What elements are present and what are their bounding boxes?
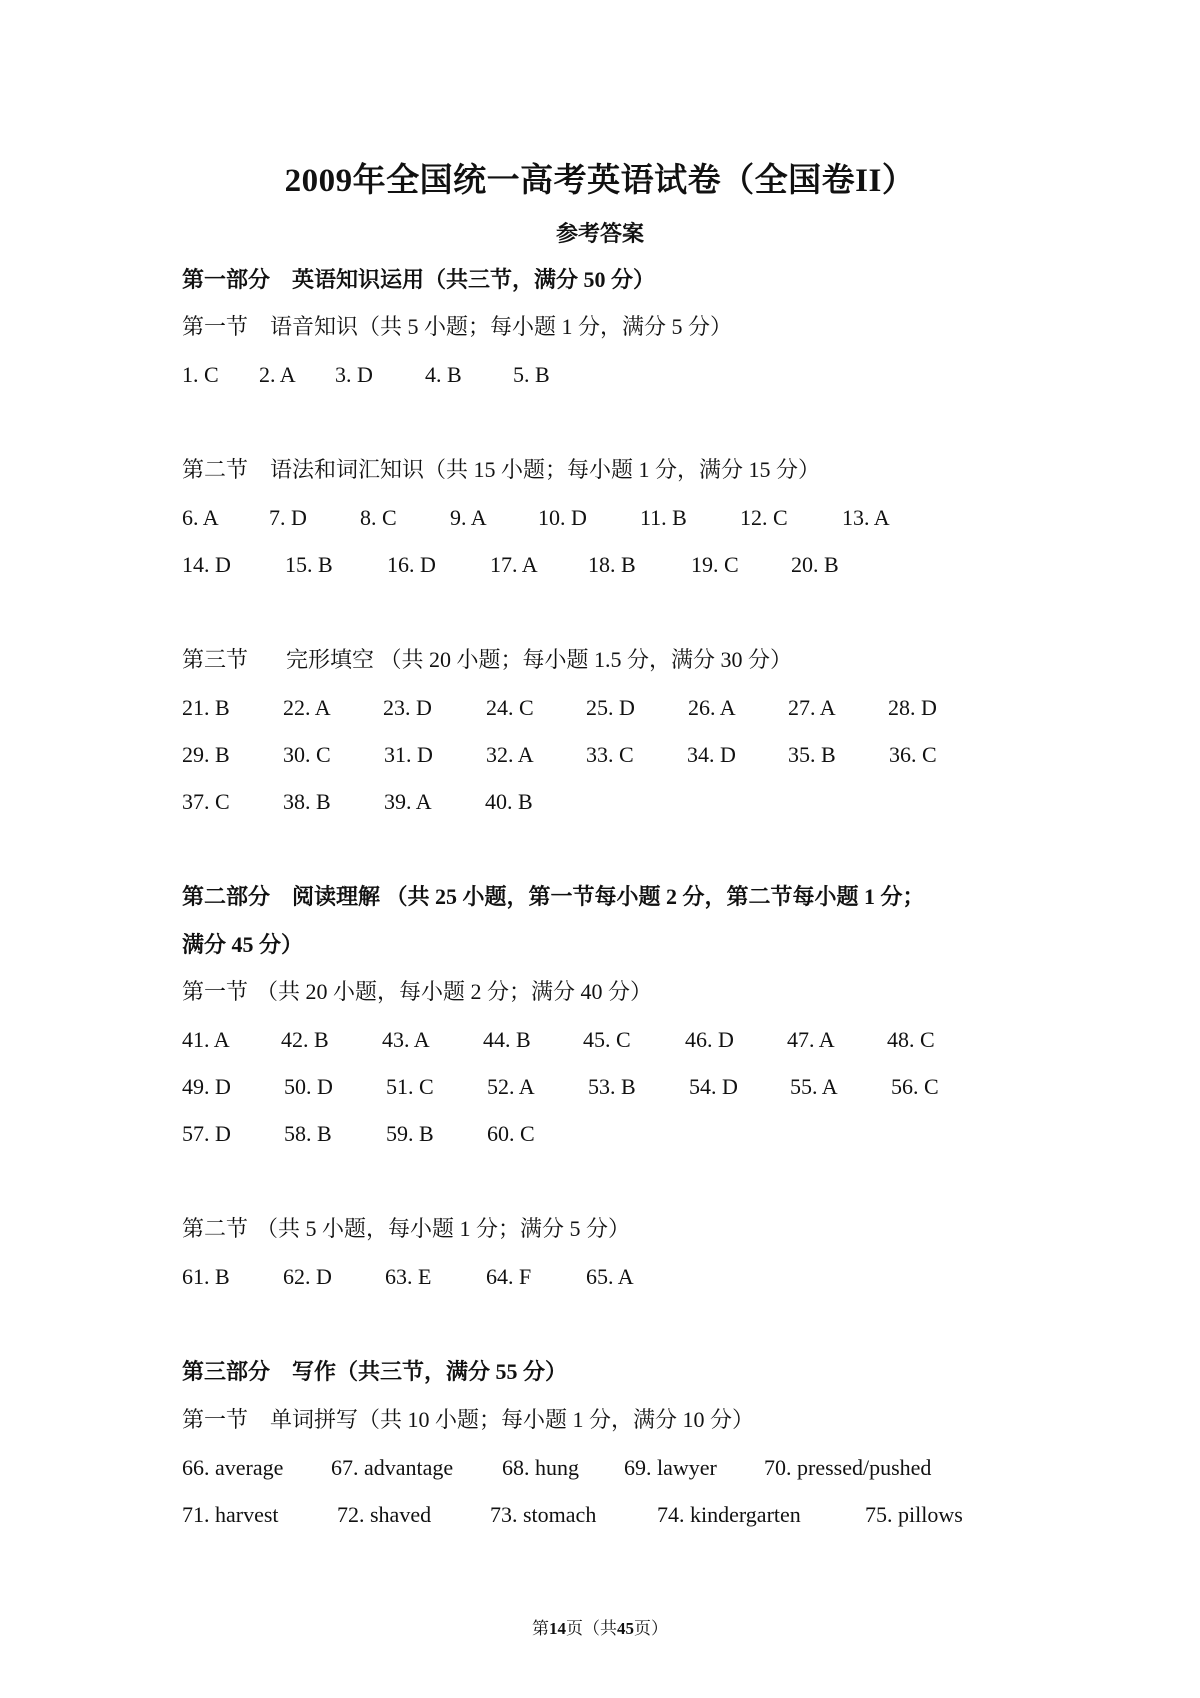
page-subtitle: 参考答案 — [555, 221, 644, 246]
answer-item: 44. B — [483, 1027, 531, 1052]
answer-item: 11. B — [640, 505, 687, 530]
part2-heading-text: 阅读理解 （共 25 小题，第一节每小题 2 分，第二节每小题 1 分； — [292, 884, 925, 909]
answer-item: 4. B — [425, 362, 462, 387]
answer-item: 2. A — [259, 362, 296, 387]
section-label: 第一节 — [182, 314, 249, 339]
answer-item: 22. A — [283, 695, 331, 720]
answer-item: 60. C — [487, 1121, 535, 1146]
footer-suffix: 页） — [634, 1619, 668, 1638]
footer-middle: 页（共 — [566, 1619, 617, 1638]
section-text: （共 20 小题，每小题 2 分；满分 40 分） — [256, 979, 653, 1004]
page-footer — [0, 1614, 1200, 1639]
answer-item: 16. D — [387, 552, 436, 577]
footer-total-pages: 45 — [617, 1619, 634, 1638]
answer-item: 69. lawyer — [624, 1455, 717, 1480]
part2-heading-label: 第二部分 — [182, 884, 271, 909]
answer-item: 63. E — [385, 1264, 432, 1289]
part3-heading-text: 写作（共三节，满分 55 分） — [292, 1359, 568, 1384]
part1-sec2-heading — [182, 455, 820, 485]
answer-item: 31. D — [384, 742, 433, 767]
section-label: 第二节 — [182, 1216, 249, 1241]
answer-item: 15. B — [285, 552, 333, 577]
answer-item: 8. C — [360, 505, 397, 530]
part3-sec1-heading — [182, 1405, 754, 1435]
answer-item: 53. B — [588, 1074, 636, 1099]
answer-item: 38. B — [283, 789, 331, 814]
answer-item: 19. C — [691, 552, 739, 577]
answer-item: 47. A — [787, 1027, 835, 1052]
answer-item: 59. B — [386, 1121, 434, 1146]
answer-item: 33. C — [586, 742, 634, 767]
answer-item: 68. hung — [502, 1455, 579, 1480]
answer-item: 3. D — [335, 362, 373, 387]
answer-item: 28. D — [888, 695, 937, 720]
answer-item: 21. B — [182, 695, 230, 720]
page-title: 2009年全国统一高考英语试卷（全国卷II） — [284, 163, 916, 199]
part2-heading-continued: 满分 45 分） — [182, 932, 304, 957]
part1-heading — [182, 265, 655, 295]
answer-item: 74. kindergarten — [657, 1502, 801, 1527]
answer-item: 51. C — [386, 1074, 434, 1099]
section-text: 单词拼写（共 10 小题；每小题 1 分，满分 10 分） — [270, 1407, 755, 1432]
answer-item: 23. D — [383, 695, 432, 720]
answer-item: 29. B — [182, 742, 230, 767]
answer-item: 61. B — [182, 1264, 230, 1289]
answer-item: 7. D — [269, 505, 307, 530]
answer-item: 40. B — [485, 789, 533, 814]
answer-item: 46. D — [685, 1027, 734, 1052]
answer-item: 1. C — [182, 362, 219, 387]
answer-item: 73. stomach — [490, 1502, 597, 1527]
answer-item: 39. A — [384, 789, 432, 814]
section-label: 第三节 — [182, 647, 249, 672]
answer-item: 10. D — [538, 505, 587, 530]
answer-item: 71. harvest — [182, 1502, 279, 1527]
answer-item: 42. B — [281, 1027, 329, 1052]
section-text: 语音知识（共 5 小题；每小题 1 分，满分 5 分） — [270, 314, 733, 339]
answer-item: 65. A — [586, 1264, 634, 1289]
answer-item: 35. B — [788, 742, 836, 767]
answer-item: 50. D — [284, 1074, 333, 1099]
answer-item: 55. A — [790, 1074, 838, 1099]
part2-heading — [182, 882, 925, 912]
answer-item: 72. shaved — [337, 1502, 432, 1527]
part1-heading-text: 英语知识运用（共三节，满分 50 分） — [292, 267, 656, 292]
answer-item: 5. B — [513, 362, 550, 387]
part1-sec3-heading — [182, 645, 792, 675]
answer-item: 56. C — [891, 1074, 939, 1099]
answer-item: 20. B — [791, 552, 839, 577]
answer-item: 25. D — [586, 695, 635, 720]
answer-item: 75. pillows — [865, 1502, 963, 1527]
answer-item: 66. average — [182, 1455, 284, 1480]
answer-item: 24. C — [486, 695, 534, 720]
section-label: 第二节 — [182, 457, 249, 482]
part3-heading-label: 第三部分 — [182, 1359, 271, 1384]
answer-item: 12. C — [740, 505, 788, 530]
section-text: 完形填空 （共 20 小题；每小题 1.5 分，满分 30 分） — [286, 647, 793, 672]
answer-item: 32. A — [486, 742, 534, 767]
answer-item: 64. F — [486, 1264, 532, 1289]
answer-item: 41. A — [182, 1027, 230, 1052]
answer-item: 49. D — [182, 1074, 231, 1099]
section-label: 第一节 — [182, 1407, 249, 1432]
part2-sec1-heading — [182, 977, 652, 1007]
answer-item: 9. A — [450, 505, 487, 530]
answer-item: 52. A — [487, 1074, 535, 1099]
answer-item: 34. D — [687, 742, 736, 767]
part2-sec2-heading — [182, 1214, 630, 1244]
answer-item: 45. C — [583, 1027, 631, 1052]
answer-item: 13. A — [842, 505, 890, 530]
answer-item: 17. A — [490, 552, 538, 577]
footer-page-number: 14 — [549, 1619, 566, 1638]
footer-prefix: 第 — [532, 1619, 549, 1638]
answer-item: 43. A — [382, 1027, 430, 1052]
part3-heading — [182, 1357, 567, 1387]
answer-item: 57. D — [182, 1121, 231, 1146]
part1-sec1-heading — [182, 312, 732, 342]
answer-item: 14. D — [182, 552, 231, 577]
section-label: 第一节 — [182, 979, 249, 1004]
answer-item: 36. C — [889, 742, 937, 767]
answer-item: 18. B — [588, 552, 636, 577]
answer-item: 26. A — [688, 695, 736, 720]
answer-item: 27. A — [788, 695, 836, 720]
section-text: （共 5 小题，每小题 1 分；满分 5 分） — [256, 1216, 631, 1241]
answer-item: 6. A — [182, 505, 219, 530]
part1-heading-label: 第一部分 — [182, 267, 271, 292]
section-text: 语法和词汇知识（共 15 小题；每小题 1 分，满分 15 分） — [270, 457, 821, 482]
answer-item: 70. pressed/pushed — [764, 1455, 932, 1480]
answer-item: 58. B — [284, 1121, 332, 1146]
answer-item: 62. D — [283, 1264, 332, 1289]
answer-item: 48. C — [887, 1027, 935, 1052]
answer-item: 30. C — [283, 742, 331, 767]
answer-item: 54. D — [689, 1074, 738, 1099]
answer-item: 37. C — [182, 789, 230, 814]
answer-item: 67. advantage — [331, 1455, 454, 1480]
